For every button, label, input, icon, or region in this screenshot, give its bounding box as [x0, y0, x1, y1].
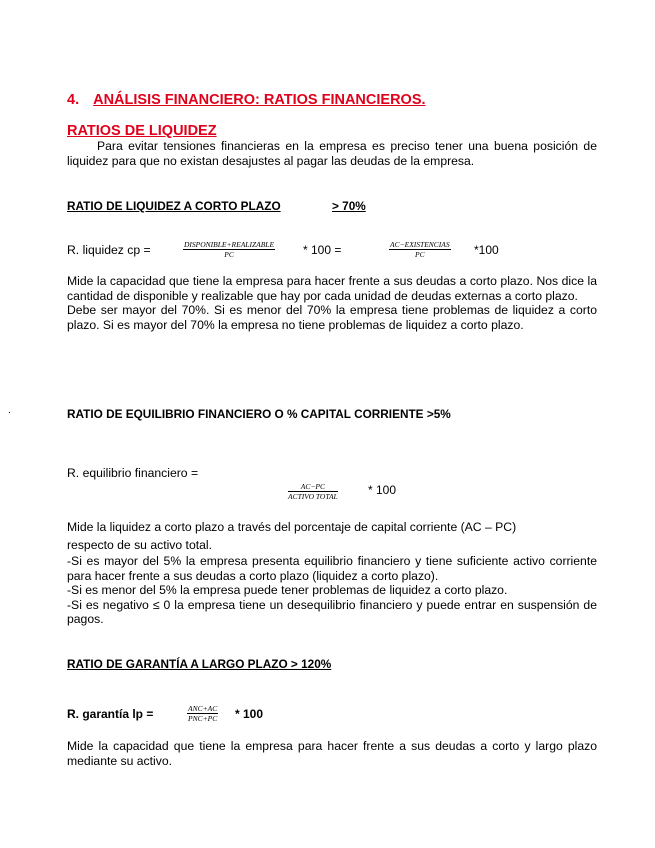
ratio-lp-description: [67, 739, 597, 768]
main-title-text: ANÁLISIS FINANCIERO: RATIOS FINANCIEROS.: [93, 92, 426, 108]
ratio-cp-label: R. liquidez cp =: [67, 243, 151, 257]
ratio-eq-times100: * 100: [368, 483, 397, 497]
ratio-eq-heading: RATIO DE EQUILIBRIO FINANCIERO O % CAPITAL CORRIENTE >5%: [67, 407, 451, 421]
ratio-lp-desc1: Mide la capacidad que tiene la empresa para hacer frente a sus deudas a corto y largo plazo mediante su activo.: [67, 739, 597, 768]
section-title: RATIOS DE LIQUIDEZ: [67, 123, 217, 139]
ratio-cp-fraction-2: [389, 240, 451, 259]
ratio-lp-label: R. garantía lp =: [67, 707, 154, 721]
ratio-eq-label: R. equilibrio financiero =: [67, 466, 199, 480]
ratio-eq-desc2: respecto de su activo total.: [67, 537, 212, 552]
ratio-cp-desc2: Debe ser mayor del 70%. Si es menor del 70% la empresa tiene problemas de liquidez a corto plazo. Si es mayor del 70% la empresa no tiene problemas de liquidez a corto plazo.: [67, 303, 597, 332]
ratio-eq-desc1: Mide la liquidez a corto plazo a través del porcentaje de capital corriente (AC – PC): [67, 520, 517, 534]
ratio-cp-frac1-denominator: PC: [224, 250, 234, 259]
ratio-cp-frac2-denominator: PC: [415, 250, 425, 259]
ratio-cp-frac2-numerator: AC−EXISTENCIAS: [390, 240, 450, 249]
ratio-lp-frac-denominator: PNC+PC: [188, 714, 218, 723]
ratio-eq-frac-numerator: AC−PC: [288, 482, 338, 492]
ratio-cp-frac1-numerator: DISPONIBLE+REALIZABLE: [184, 240, 275, 249]
stray-mark: .: [8, 405, 11, 416]
ratio-eq-frac-denominator: ACTIVO TOTAL: [288, 492, 338, 501]
ratio-lp-times100: * 100: [235, 707, 264, 721]
main-title: [67, 92, 426, 108]
ratio-eq-fraction: [288, 482, 338, 501]
ratio-eq-desc5: -Si es negativo ≤ 0 la empresa tiene un desequilibrio financiero y puede entrar en suspensión de pagos.: [67, 597, 597, 626]
ratio-eq-desc3: -Si es mayor del 5% la empresa presenta equilibrio financiero y tiene suficiente activo corriente para hacer frente a sus deudas a corto plazo (liquidez a corto plazo).: [67, 554, 597, 583]
ratio-eq-description: [67, 520, 597, 627]
main-title-number: 4.: [67, 92, 80, 108]
ratio-eq-desc4: -Si es menor del 5% la empresa puede tener problemas de liquidez a corto plazo.: [67, 583, 508, 597]
ratio-lp-heading: RATIO DE GARANTÍA A LARGO PLAZO > 120%: [67, 657, 332, 671]
ratio-lp-frac-numerator: ANC+AC: [188, 704, 218, 713]
ratio-lp-fraction: [187, 704, 218, 723]
ratio-cp-times100-b: *100: [474, 243, 499, 257]
ratio-cp-heading: RATIO DE LIQUIDEZ A CORTO PLAZO: [67, 199, 281, 213]
ratio-cp-description: [67, 274, 597, 332]
ratio-cp-times100-a: * 100 =: [303, 243, 342, 257]
ratio-cp-desc1: Mide la capacidad que tiene la empresa para hacer frente a sus deudas a corto plazo. Nos dice la cantidad de disponible y realizable que hay por cada unidad de deudas externas a corto plazo.: [67, 274, 597, 303]
section-intro: [67, 139, 597, 168]
ratio-cp-threshold: > 70%: [332, 199, 366, 213]
intro-paragraph: Para evitar tensiones financieras en la empresa es preciso tener una buena posición de liquidez para que no existan desajustes al pagar las deudas de la empresa.: [67, 139, 597, 168]
ratio-cp-fraction-1: [183, 240, 275, 259]
